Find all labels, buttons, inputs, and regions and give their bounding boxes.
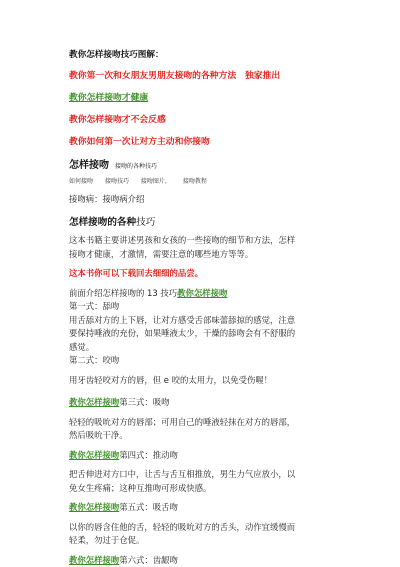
download-line: 这本书你可以下载回去细细的品尝。 xyxy=(69,267,373,281)
headline-red-3: 教你如何第一次让对方主动和你接吻 xyxy=(69,134,373,147)
section-heading-2-rest: 技巧 xyxy=(136,217,155,228)
headline-red-2: 教你怎样接吻才不会反感 xyxy=(69,112,373,125)
section-heading-2-bold: 怎样接吻的各种 xyxy=(69,217,136,228)
style-4-link[interactable]: 教你怎样接吻 xyxy=(69,450,119,460)
tag-item[interactable]: 接吻技巧 xyxy=(105,178,129,185)
style-5-line-1: 以你的唇含住他的舌，轻轻的吸吮对方的舌头，动作宜缓慢而 xyxy=(69,521,373,535)
spacer xyxy=(69,387,373,396)
section-heading-1 xyxy=(69,156,373,171)
style-5-heading xyxy=(69,501,373,515)
tag-item[interactable]: 接吻教程 xyxy=(183,178,207,185)
style-3-link[interactable]: 教你怎样接吻 xyxy=(69,397,119,407)
style-1-line-3: 感觉。 xyxy=(69,341,373,355)
disease-line: 接吻病：接吻病介绍 xyxy=(69,193,373,205)
style-2-line-1: 用牙齿轻咬对方的唇，但 e 咬的太用力，以免受伤喔！ xyxy=(69,374,373,388)
intro-line-1: 这本书籍主要讲述男孩和女孩的一些接吻的细节和方法，怎样 xyxy=(69,234,373,248)
tag-row xyxy=(69,176,373,185)
style-4-heading xyxy=(69,449,373,463)
tag-item[interactable]: 接吻图片， xyxy=(141,178,171,185)
style-4-line-1: 把舌伸进对方口中，让舌与舌互相推放，男生力气应放小，以 xyxy=(69,468,373,482)
section-heading-1-text: 怎样接吻 xyxy=(69,160,109,171)
link-health[interactable]: 教你怎样接吻才健康 xyxy=(69,90,373,103)
style-1-line-2: 要保持唾液的充份，如果唾液太少，干燥的舔吻会有不舒服的 xyxy=(69,327,373,341)
style-3-heading-text: 第三式：吸吻 xyxy=(119,397,169,407)
style-5-link[interactable]: 教你怎样接吻 xyxy=(69,502,119,512)
style-3-line-1: 轻轻的吸吮对方的唇部；可用自己的唾液轻抹在对方的唇部， xyxy=(69,416,373,430)
style-4-line-2: 免女生疼痛；这种互推吻可形成快感。 xyxy=(69,482,373,496)
style-1-heading: 第一式：舔吻 xyxy=(69,300,373,314)
style-4-heading-text: 第四式：推动吻 xyxy=(119,450,178,460)
style-3-line-2: 然后吸吮干净。 xyxy=(69,429,373,443)
prev-link[interactable]: 教你怎样接吻 xyxy=(177,288,227,298)
style-3-heading xyxy=(69,396,373,410)
prev-text: 前面介绍怎样接吻的 13 技巧 xyxy=(69,288,177,298)
style-2-heading: 第二式：咬吻 xyxy=(69,354,373,368)
headline-red: 教你第一次和女朋友男朋友接吻的各种方法 独家推出 xyxy=(69,68,373,81)
document-content xyxy=(69,48,373,567)
section-heading-1-sub: 接吻的各种技巧 xyxy=(115,163,157,170)
section-heading-2 xyxy=(69,214,373,228)
style-6-link[interactable]: 教你怎样接吻 xyxy=(69,555,119,565)
style-5-line-2: 轻柔，勿过于仓促。 xyxy=(69,534,373,548)
tag-item[interactable]: 如何接吻 xyxy=(69,178,93,185)
style-5-heading-text: 第五式：吸舌吻 xyxy=(119,502,178,512)
prev-line xyxy=(69,287,373,301)
intro-line-2: 接吻才健康，才激情，需要注意的哪些地方等等。 xyxy=(69,248,373,262)
style-1-line-1: 用舌舔对方的上下唇，让对方感受舌部味蕾舔掠的感觉，注意 xyxy=(69,314,373,328)
style-6-heading-text: 第六式：齿龈吻 xyxy=(119,555,178,565)
page-title: 教你怎样接吻技巧图解： xyxy=(69,48,373,60)
